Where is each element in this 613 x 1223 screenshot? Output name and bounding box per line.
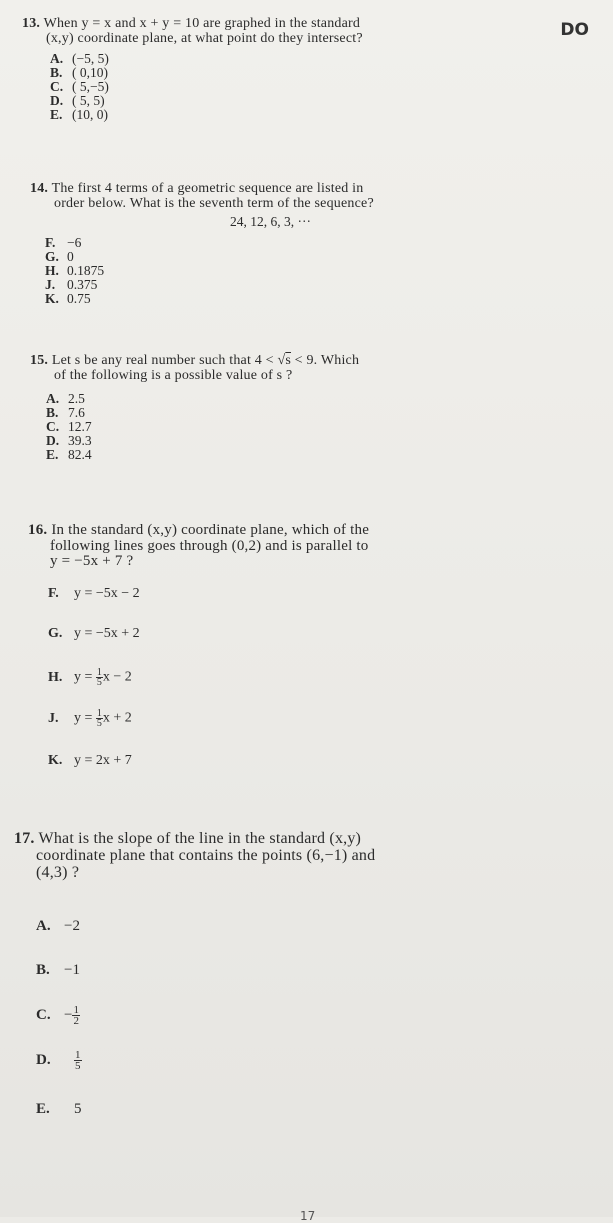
option-letter: F. (45, 235, 56, 250)
option-letter: C. (36, 1006, 51, 1023)
denominator: 5 (96, 677, 102, 688)
option-letter: H. (48, 669, 63, 685)
question-15-stem (30, 353, 590, 383)
option-letter: E. (50, 107, 63, 122)
q15-option-a[interactable] (46, 392, 85, 406)
option-text-start: y = (74, 669, 96, 685)
q17-option-c[interactable] (36, 1005, 80, 1026)
option-text: 0.75 (67, 291, 91, 306)
q13-option-e[interactable] (50, 108, 108, 122)
question-13-stem (22, 16, 582, 46)
q16-option-f[interactable] (48, 587, 140, 601)
question-16-line-2: following lines goes through (0,2) and is parallel to (50, 537, 369, 554)
option-text-start: y = (74, 710, 96, 726)
option-letter: F. (48, 586, 59, 601)
question-14-number: 14. (30, 181, 49, 196)
corner-mark: DO (560, 20, 589, 40)
option-text: y = −5x − 2 (74, 586, 140, 601)
q17-option-d[interactable] (36, 1050, 82, 1071)
q13-option-a[interactable] (50, 52, 109, 66)
q16-option-k[interactable] (48, 754, 132, 768)
option-text: −6 (67, 235, 82, 250)
option-letter: D. (36, 1051, 51, 1068)
question-16-line-3: y = −5x + 7 ? (50, 553, 134, 569)
option-letter: A. (46, 391, 60, 406)
q14-option-g[interactable] (45, 250, 74, 264)
option-letter: J. (45, 277, 56, 292)
denominator: 5 (75, 1060, 81, 1072)
q14-option-f[interactable] (45, 236, 81, 250)
option-text-end: x − 2 (102, 669, 132, 685)
question-15 (30, 353, 590, 383)
option-letter: C. (46, 419, 60, 434)
fraction (96, 668, 103, 687)
question-17-stem (14, 830, 594, 881)
option-text: −1 (64, 962, 80, 978)
option-text: (−5, 5) (72, 51, 109, 66)
fraction (74, 1050, 82, 1071)
option-letter: G. (48, 626, 63, 641)
question-16-stem (28, 523, 588, 570)
question-17-number: 17. (14, 830, 35, 847)
question-14-stem (30, 181, 590, 211)
q14-option-k[interactable] (45, 292, 91, 306)
option-text: ( 5,−5) (72, 79, 109, 94)
option-text: 82.4 (68, 447, 92, 462)
question-13-number: 13. (22, 16, 41, 31)
question-13 (22, 16, 582, 46)
option-text: 0 (67, 249, 74, 264)
question-15-line-1-start: Let s be any real number such that 4 < √ (51, 353, 286, 368)
option-letter: B. (36, 962, 50, 978)
question-15-line-1-end: < 9. Which (290, 353, 360, 368)
radicand: s (285, 353, 291, 368)
question-16 (28, 523, 588, 570)
option-text: 12.7 (68, 419, 92, 434)
option-letter: K. (45, 291, 59, 306)
question-15-line-2: of the following is a possible value of s ? (54, 368, 293, 383)
fraction (96, 709, 103, 728)
numerator: 1 (75, 1049, 81, 1061)
option-text: 0.375 (67, 277, 98, 292)
q14-option-h[interactable] (45, 264, 104, 278)
q13-option-b[interactable] (50, 66, 108, 80)
option-letter: K. (48, 753, 63, 768)
q15-option-e[interactable] (46, 448, 92, 462)
option-letter: E. (36, 1101, 50, 1117)
option-letter: J. (48, 710, 59, 726)
question-17-line-2: coordinate plane that contains the points (6,−1) and (36, 847, 376, 864)
q15-option-d[interactable] (46, 434, 92, 448)
question-15-number: 15. (30, 353, 49, 368)
option-text: 5 (74, 1101, 82, 1117)
option-text: y = −5x + 2 (74, 626, 140, 641)
question-16-line-1: In the standard (x,y) coordinate plane, which of the (51, 522, 370, 538)
q13-option-c[interactable] (50, 80, 109, 94)
q13-option-d[interactable] (50, 94, 105, 108)
option-text: 7.6 (68, 405, 85, 420)
option-letter: H. (45, 263, 59, 278)
page-number: 17 (300, 1209, 316, 1223)
option-text: ( 0,10) (72, 65, 108, 80)
option-letter: D. (50, 93, 64, 108)
numerator: 1 (96, 667, 102, 678)
q16-option-g[interactable] (48, 627, 140, 641)
q17-option-a[interactable] (36, 919, 80, 933)
option-letter: B. (50, 65, 63, 80)
option-letter: C. (50, 79, 64, 94)
option-text-end: x + 2 (102, 710, 132, 726)
question-16-number: 16. (28, 522, 48, 538)
option-letter: A. (50, 51, 64, 66)
question-13-line-2: (x,y) coordinate plane, at what point do they intersect? (46, 31, 363, 46)
option-letter: E. (46, 447, 59, 462)
option-text: y = 2x + 7 (74, 753, 132, 768)
denominator: 5 (96, 718, 102, 729)
fraction (72, 1005, 80, 1026)
option-text: ( 5, 5) (72, 93, 105, 108)
question-14 (30, 181, 590, 211)
option-text: 2.5 (68, 391, 85, 406)
option-text: 0.1875 (67, 263, 105, 278)
q15-option-b[interactable] (46, 406, 85, 420)
option-letter: A. (36, 918, 51, 934)
question-13-line-1: When y = x and x + y = 10 are graphed in the standard (43, 16, 361, 31)
q17-option-e[interactable] (36, 1102, 82, 1116)
q17-option-b[interactable] (36, 963, 80, 977)
q14-sequence: 24, 12, 6, 3, ··· (230, 214, 311, 229)
option-letter: B. (46, 405, 59, 420)
denominator: 2 (73, 1015, 79, 1027)
q16-option-h[interactable] (48, 668, 132, 687)
question-14-line-2: order below. What is the seventh term of the sequence? (54, 196, 374, 211)
question-14-line-1: The first 4 terms of a geometric sequence are listed in (51, 181, 364, 196)
option-text: −2 (64, 918, 80, 934)
numerator: 1 (96, 708, 102, 719)
q16-option-j[interactable] (48, 709, 132, 728)
minus-sign: − (64, 1006, 73, 1023)
numerator: 1 (73, 1004, 79, 1016)
question-17 (14, 830, 594, 881)
option-letter: G. (45, 249, 59, 264)
option-text: 39.3 (68, 433, 92, 448)
option-text: (10, 0) (72, 107, 108, 122)
option-letter: D. (46, 433, 60, 448)
q15-option-c[interactable] (46, 420, 92, 434)
q14-option-j[interactable] (45, 278, 97, 292)
question-17-line-1: What is the slope of the line in the standard (x,y) (38, 830, 362, 847)
question-17-line-3: (4,3) ? (36, 864, 80, 881)
